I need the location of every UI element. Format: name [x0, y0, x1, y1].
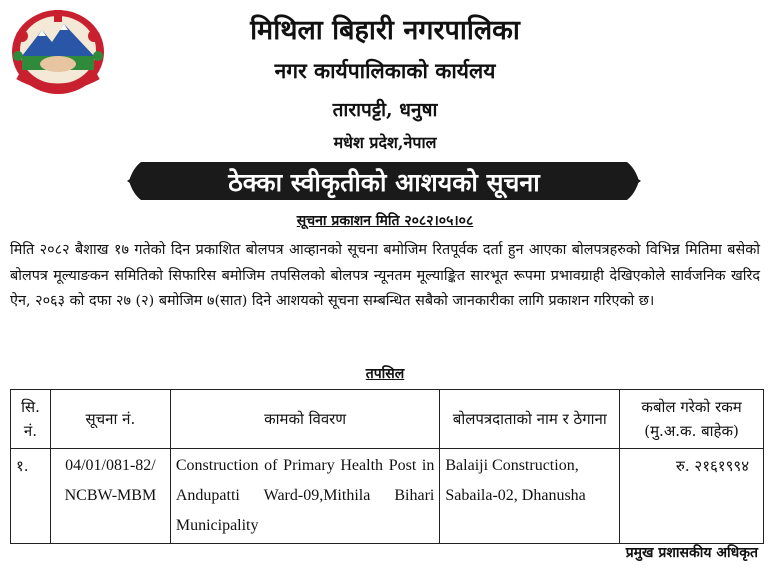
office-name: नगर कार्यपालिकाको कार्यलय — [274, 58, 496, 83]
notice-title: ठेक्का स्वीकृतीको आशयको सूचना — [228, 168, 540, 197]
cell-amount: रु. २१६१९९४ — [620, 449, 764, 544]
publish-date: सूचना प्रकाशन मिति २०८२।०५।०८ — [296, 213, 474, 229]
office-address: तारापट्टी, धनुषा — [332, 99, 438, 121]
header-amount: कबोल गरेको रकम (मु.अ.क. बाहेक) — [620, 390, 764, 449]
signatory-title: प्रमुख प्रशासकीय अधिकृत — [625, 545, 758, 561]
cell-work-description: Construction of Primary Health Post in Andupatti Ward-09,Mithila Bihari Municipality — [170, 449, 440, 544]
municipality-name: मिथिला बिहारी नगरपालिका — [250, 15, 520, 46]
cell-bidder: Balaiji Construction, Sabaila-02, Dhanusha — [440, 449, 620, 544]
table-row — [11, 449, 764, 544]
province-country: मधेश प्रदेश,नेपाल — [333, 133, 437, 152]
cell-sn: १. — [11, 449, 51, 544]
table-heading: तपसिल — [365, 366, 405, 382]
header-bidder: बोलपत्रदाताको नाम र ठेगाना — [440, 390, 620, 449]
notice-body: मिति २०८२ बैशाख १७ गतेको दिन प्रकाशित बोलपत्र आव्हानको सूचना बमोजिम रितपूर्वक दर्ता हुन आएका बोलपत्रहरुको विभिन्न मितिमा बसेको बोलपत्र मूल्याङकन समितिको सिफारिस बमोजिम तपसिलको बोलपत्र न्यूनतम मूल्याङ्कित सारभूत रूपमा प्रभावग्राही देखिएकोले सार्वजनिक खरिद ऐन, २०६३ को दफा २७ (२) बमोजिम ७(सात) दिने आशयको सूचना सम्बन्धित सबैको जानकारीका लागि प्रकाशन गरिएको छ। — [10, 242, 760, 309]
header-work-description: कामको विवरण — [170, 390, 440, 449]
header-notice-no: सूचना नं. — [50, 390, 170, 449]
contract-table — [10, 389, 764, 544]
table-header-row — [11, 390, 764, 449]
header-sn: सि. नं. — [11, 390, 51, 449]
cell-notice-no: 04/01/081-82/ NCBW-MBM — [50, 449, 170, 544]
